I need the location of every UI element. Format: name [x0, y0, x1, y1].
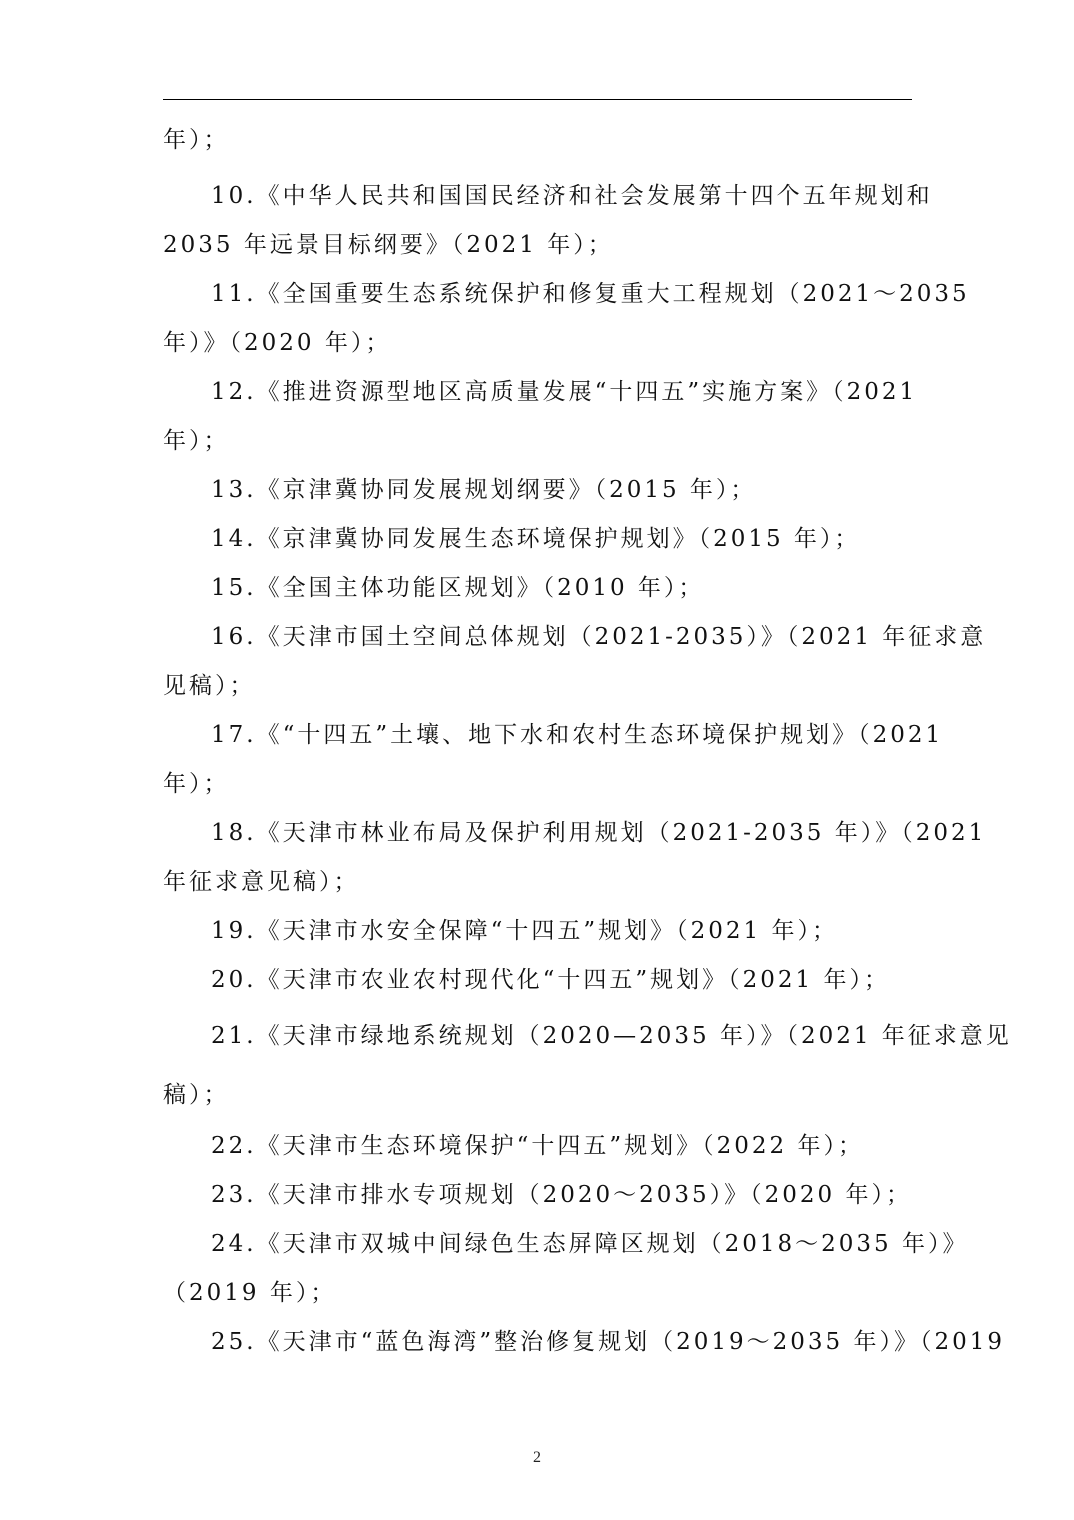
text-line: 24.《天津市双城中间绿色生态屏障区规划（2018～2035 年）》: [211, 1231, 969, 1257]
text-line: 16.《天津市国土空间总体规划（2021-2035）》（2021 年征求意: [211, 624, 987, 650]
header-rule: [163, 99, 912, 100]
text-line: 23.《天津市排水专项规划（2020～2035）》（2020 年）；: [211, 1182, 912, 1208]
text-line: 年）；: [163, 127, 230, 153]
text-line: 年）；: [163, 771, 230, 797]
text-line: 20.《天津市农业农村现代化“十四五”规划》（2021 年）；: [211, 967, 890, 993]
text-line: 25.《天津市“蓝色海湾”整治修复规划（2019～2035 年）》（2019: [211, 1329, 1006, 1355]
text-line: 见稿）；: [163, 673, 256, 699]
text-line: （2019 年）；: [163, 1280, 337, 1306]
text-line: 15.《全国主体功能区规划》（2010 年）；: [211, 575, 705, 601]
page-number: 2: [533, 1449, 541, 1466]
text-line: 年）》（2020 年）；: [163, 330, 392, 356]
text-line: 年征求意见稿）；: [163, 869, 360, 895]
text-line: 17.《“十四五”土壤、地下水和农村生态环境保护规划》（2021: [211, 722, 944, 748]
text-line: 19.《天津市水安全保障“十四五”规划》（2021 年）；: [211, 918, 838, 944]
text-line: 稿）；: [163, 1082, 230, 1108]
text-line: 13.《京津冀协同发展规划纲要》（2015 年）；: [211, 477, 757, 503]
text-line: 10.《中华人民共和国国民经济和社会发展第十四个五年规划和: [211, 183, 933, 209]
text-line: 14.《京津冀协同发展生态环境保护规划》（2015 年）；: [211, 526, 861, 552]
text-line: 21.《天津市绿地系统规划（2020—2035 年）》（2021 年征求意见: [211, 1023, 1012, 1049]
text-line: 18.《天津市林业布局及保护利用规划（2021-2035 年）》（2021: [211, 820, 987, 846]
text-line: 年）；: [163, 428, 230, 454]
text-line: 11.《全国重要生态系统保护和修复重大工程规划（2021～2035: [211, 281, 970, 307]
text-line: 12.《推进资源型地区高质量发展“十四五”实施方案》（2021: [211, 379, 918, 405]
text-line: 2035 年远景目标纲要》（2021 年）；: [163, 232, 614, 258]
text-line: 22.《天津市生态环境保护“十四五”规划》（2022 年）；: [211, 1133, 864, 1159]
